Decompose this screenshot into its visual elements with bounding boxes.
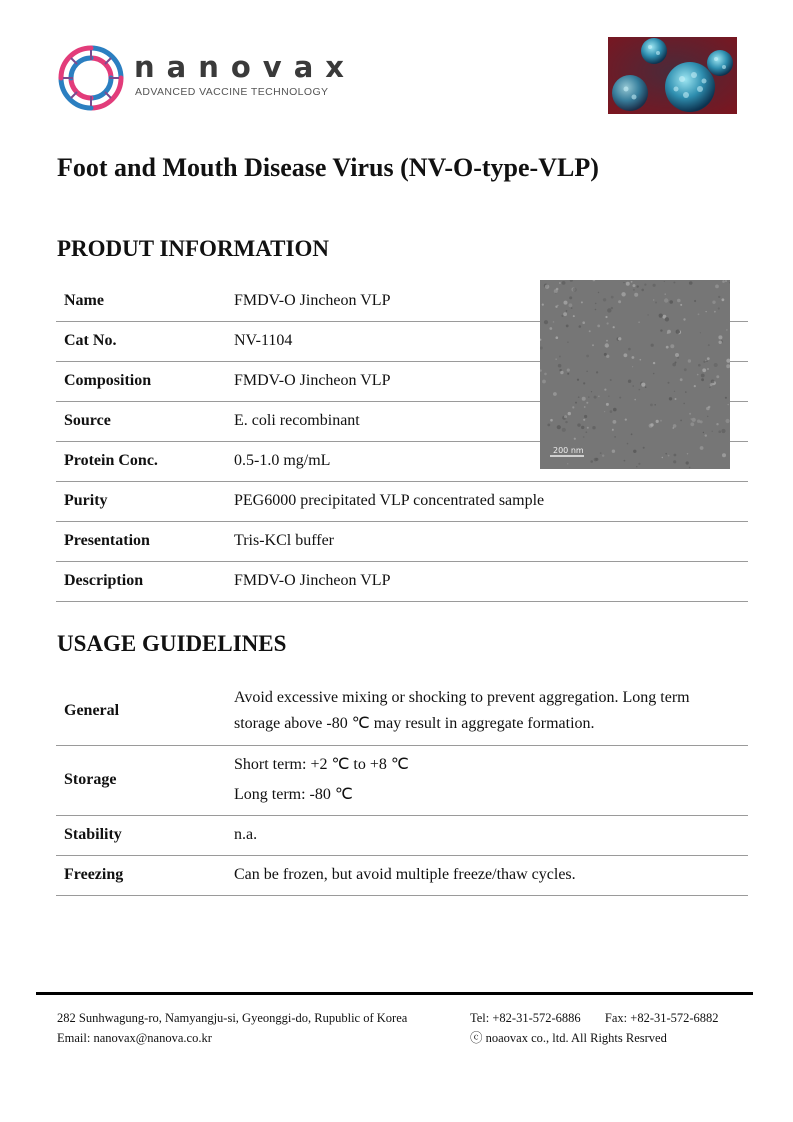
usage-heading: USAGE GUIDELINES	[57, 631, 287, 656]
footer-right	[470, 1008, 719, 1048]
table-row	[56, 815, 748, 855]
row-value: Tris-KCl buffer	[226, 521, 748, 561]
footer-address: 282 Sunhwagung-ro, Namyangju-si, Gyeonggi-do, Rupublic of Korea	[57, 1011, 408, 1025]
row-label: Purity	[56, 481, 226, 521]
row-label: Presentation	[56, 521, 226, 561]
footer-email: Email: nanovax@nanova.co.kr	[57, 1031, 212, 1045]
row-label: Description	[56, 561, 226, 601]
footer-divider	[36, 992, 753, 995]
row-label: Source	[56, 401, 226, 441]
dna-ring-icon	[55, 42, 127, 114]
row-label: Storage	[56, 745, 226, 815]
row-line: Long term: -80 ℃	[234, 786, 353, 803]
footer-copyright: ⓒ noaovax co., ltd. All Rights Resrved	[470, 1031, 667, 1045]
row-value: FMDV-O Jincheon VLP	[226, 282, 748, 321]
virus-hero-image	[608, 37, 737, 114]
row-label: Cat No.	[56, 321, 226, 361]
brand-tagline: ADVANCED VACCINE TECHNOLOGY	[135, 86, 329, 98]
electron-micrograph-image	[540, 280, 730, 469]
footer-fax: Fax: +82-31-572-6882	[604, 1011, 719, 1025]
table-row	[56, 561, 748, 601]
brand-name: nanovax	[134, 50, 356, 84]
row-line: Avoid excessive mixing or shocking to prevent aggregation. Long term	[234, 689, 690, 707]
row-label: General	[56, 678, 226, 745]
footer-tel: Tel: +82-31-572-6886	[470, 1011, 581, 1025]
row-value: 0.5-1.0 mg/mL	[226, 441, 748, 481]
page-title: Foot and Mouth Disease Virus (NV-O-type-VLP)	[57, 153, 599, 182]
row-value: FMDV-O Jincheon VLP	[226, 561, 748, 601]
row-label: Freezing	[56, 855, 226, 895]
row-line: storage above -80 ℃ may result in aggregate formation.	[234, 715, 595, 733]
row-label: Stability	[56, 815, 226, 855]
row-value: NV-1104	[226, 321, 748, 361]
row-value	[226, 678, 748, 745]
row-value	[226, 745, 748, 815]
table-row	[56, 678, 748, 745]
table-row	[56, 521, 748, 561]
row-label: Protein Conc.	[56, 441, 226, 481]
row-label: Name	[56, 282, 226, 321]
table-row	[56, 745, 748, 815]
footer-left	[57, 1008, 407, 1048]
row-line: Short term: +2 ℃ to +8 ℃	[234, 756, 409, 773]
row-label: Composition	[56, 361, 226, 401]
row-value: FMDV-O Jincheon VLP	[226, 361, 748, 401]
product-info-heading: PRODUT INFORMATION	[57, 236, 329, 261]
brand-logo	[55, 42, 355, 114]
usage-table	[56, 678, 748, 896]
row-value: n.a.	[226, 815, 748, 855]
table-row	[56, 855, 748, 895]
row-value: Can be frozen, but avoid multiple freeze/thaw cycles.	[226, 855, 748, 895]
row-value: PEG6000 precipitated VLP concentrated sample	[226, 481, 748, 521]
table-row	[56, 481, 748, 521]
row-value: E. coli recombinant	[226, 401, 748, 441]
scale-bar-label: 200 nm	[553, 446, 584, 455]
